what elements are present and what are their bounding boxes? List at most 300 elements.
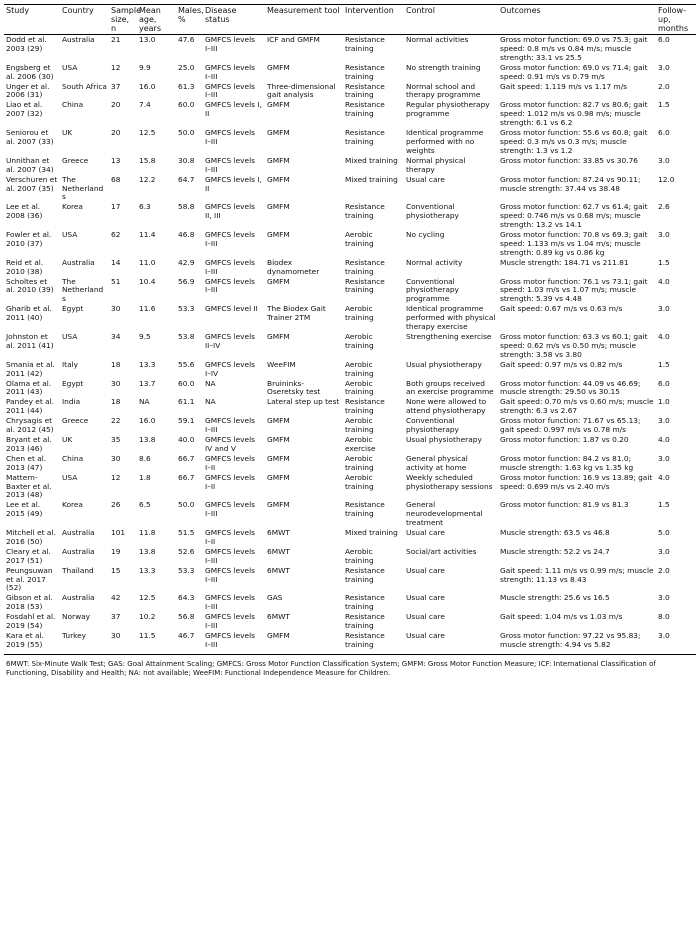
cell-study: Fosdahl et al. 2019 (54) [6,612,56,631]
cell-control: Usual care [406,565,445,575]
cell-intervention: Resistance training [343,631,404,654]
cell-males: 53.3 [178,565,195,575]
cell-disease-status: GMFCS levels I–III [205,81,255,100]
cell-measurement-tool: WeeFIM [267,359,296,369]
cell-follow-up: 3.0 [658,62,670,72]
header-control: Control [404,5,498,35]
cell-outcomes: Gross motor function: 69.0 vs 71.4; gait speed: 0.91 m/s vs 0.79 m/s [500,62,648,81]
cell-sample-size: 14 [111,257,121,267]
cell-males: 53.3 [178,304,195,314]
cell-intervention: Aerobic training [345,359,374,378]
table-row [4,128,696,156]
cell-intervention: Resistance training [345,565,385,584]
cell-study: Engsberg et al. 2006 (30) [6,62,54,81]
table-row [4,332,696,360]
cell-outcomes: Gait speed: 1.11 m/s vs 0.99 m/s; muscle strength: 11.13 vs 8.43 [500,565,654,584]
cell-control: Both groups received an exercise programme [406,378,494,397]
cell-control: Social/art activities [406,546,477,556]
cell-sample-size: 62 [111,230,121,240]
cell-disease-status: GMFCS levels II–IV [205,332,255,350]
cell-mean-age: 1.8 [139,472,151,482]
cell-mean-age: 10.2 [139,612,156,622]
cell-country: Italy [62,359,79,369]
cell-disease-status: GMFCS levels I–III [205,612,255,631]
cell-males: 51.5 [178,528,195,538]
cell-measurement-tool: GMFM [267,100,290,110]
cell-control: Normal physical therapy [406,155,466,174]
cell-study: Unger et al. 2006 (31) [6,81,50,100]
cell-sample-size: 12 [111,472,121,482]
cell-measurement-tool: GMFM [267,472,290,482]
cell-outcomes: Gait speed: 0.70 m/s vs 0.60 m/s; muscle strength: 6.3 vs 2.67 [500,397,654,416]
header-males: Males, % [176,5,203,35]
cell-measurement-tool: GMFM [267,202,290,212]
cell-study: Lee et al. 2008 (36) [6,202,43,221]
cell-study: Johnston et al. 2011 (41) [6,332,54,350]
cell-measurement-tool: GMFM [267,332,290,341]
cell-study: Dodd et al. 2003 (29) [6,35,47,53]
cell-measurement-tool: Lateral step up test [267,397,340,407]
cell-disease-status: GMFCS levels I–III [205,565,255,584]
header-disease-status: Disease status [203,5,265,35]
cell-control: None were allowed to attend physiotherapy [406,397,487,416]
cell-disease-status: GMFCS levels I, II [205,100,262,119]
cell-control: Conventional physiotherapy [406,416,459,435]
cell-measurement-tool: Three-dimensional gait analysis [267,81,336,100]
cell-study: Bryant et al. 2013 (46) [6,434,52,453]
cell-sample-size: 30 [111,378,121,388]
cell-intervention: Aerobic training [345,304,374,323]
cell-measurement-tool: GMFM [267,434,290,444]
cell-follow-up: 3.0 [658,230,670,240]
cell-control: Usual physiotherapy [406,359,482,369]
cell-mean-age: NA [139,397,150,407]
cell-study: Olama et al. 2011 (43) [6,378,52,397]
cell-disease-status: GMFCS levels I–III [205,416,255,435]
cell-intervention: Aerobic training [345,378,374,397]
cell-country: UK [62,434,73,444]
table-row [4,435,696,454]
cell-follow-up: 1.0 [658,397,670,407]
cell-follow-up: 3.0 [658,593,670,603]
cell-outcomes: Gross motor function: 16.9 vs 13.89; gait speed: 0.699 m/s vs 2.40 m/s [500,472,653,491]
cell-follow-up: 3.0 [658,416,670,426]
cell-mean-age: 9.5 [139,332,151,341]
cell-sample-size: 20 [111,100,121,110]
cell-sample-size: 13 [111,155,121,165]
cell-outcomes: Gait speed: 1.119 m/s vs 1.17 m/s [500,81,628,91]
table-row [4,528,696,547]
cell-males: 46.7 [176,631,203,654]
cell-males: 60.0 [178,378,195,388]
cell-disease-status: GMFCS levels I–III [205,155,255,174]
study-characteristics-table [4,4,696,655]
cell-mean-age: 13.8 [139,546,156,556]
cell-study: Liao et al. 2007 (32) [6,100,43,119]
cell-study: Pandey et al. 2011 (44) [6,397,55,416]
cell-control: Strengthening exercise [406,332,492,341]
cell-intervention: Mixed training [345,155,398,165]
cell-sample-size: 15 [111,565,121,575]
cell-males: 64.7 [178,174,195,184]
cell-sample-size: 42 [111,593,121,603]
table-row [4,360,696,379]
cell-sample-size: 19 [111,546,121,556]
cell-follow-up: 6.0 [658,35,670,44]
cell-sample-size: 21 [111,35,121,44]
cell-study: Mitchell et al. 2016 (50) [6,528,56,546]
cell-intervention: Aerobic training [345,332,374,350]
cell-study: Gibson et al. 2018 (53) [6,593,53,612]
cell-control: General neurodevelopmental treatment [406,500,483,528]
header-measurement-tool: Measurement tool [265,5,343,35]
cell-outcomes: Gross motor function: 69.0 vs 75.3; gait speed: 0.8 m/s vs 0.84 m/s; muscle strength: 33.1 vs 25.5 [500,35,648,62]
cell-intervention: Resistance training [345,62,385,81]
header-mean-age: Mean age, years [137,5,176,35]
table-row [4,547,696,566]
cell-country: UK [62,128,73,138]
cell-study: Mattern-Baxter et al. 2013 (48) [6,472,52,500]
cell-males: 46.8 [178,230,195,240]
cell-control: Usual care [406,174,445,184]
cell-mean-age: 13.3 [139,565,156,575]
cell-mean-age: 11.6 [139,304,156,314]
cell-sample-size: 37 [111,612,121,622]
cell-follow-up: 3.0 [658,304,670,314]
cell-mean-age: 16.0 [139,416,156,426]
cell-sample-size: 35 [111,434,121,444]
cell-intervention: Mixed training [345,174,398,184]
table-row [4,230,696,258]
cell-country: Greece [62,416,89,426]
cell-country: USA [62,472,78,482]
cell-outcomes: Muscle strength: 184.71 vs 211.81 [500,257,629,267]
cell-sample-size: 68 [111,174,121,184]
cell-follow-up: 3.0 [656,631,696,654]
cell-country: Norway [62,612,91,622]
cell-country: Australia [62,257,95,267]
cell-sample-size: 26 [111,500,121,510]
cell-males: 53.8 [178,332,195,341]
cell-control: Normal school and therapy programme [406,81,481,100]
cell-sample-size: 101 [111,528,126,538]
cell-follow-up: 4.0 [658,276,670,286]
cell-males: 66.7 [178,472,195,482]
cell-intervention: Resistance training [345,100,385,119]
table-row [4,454,696,473]
cell-measurement-tool: GMFM [267,276,290,286]
cell-intervention: Resistance training [345,593,385,612]
cell-follow-up: 1.5 [658,500,670,510]
cell-follow-up: 6.0 [658,128,670,138]
cell-study: Unnithan et al. 2007 (34) [6,155,54,174]
cell-outcomes: Gross motor function: 84.2 vs 81.0; muscle strength: 1.63 kg vs 1.35 kg [500,453,634,472]
cell-disease-status: GMFCS levels I–IV [205,359,255,378]
cell-control: No cycling [406,230,445,240]
cell-outcomes: Gross motor function: 1.87 vs 0.20 [500,434,629,444]
cell-disease-status: GMFCS levels IV and V [205,434,255,453]
cell-measurement-tool: GMFM [267,174,290,184]
cell-measurement-tool: ICF and GMFM [267,35,320,44]
cell-study: Cleary et al. 2017 (51) [6,546,51,565]
cell-disease-status: NA [205,397,216,407]
cell-control: Normal activities [406,35,469,44]
cell-country: Australia [62,528,95,538]
cell-sample-size: 37 [111,81,121,91]
header-study: Study [4,5,60,35]
cell-intervention: Resistance training [345,397,385,416]
cell-outcomes: Gross motor function: 76.1 vs 73.1; gait speed: 1.03 m/s vs 1.07 m/s; muscle strength: 5.39 vs 4.48 [500,276,648,304]
cell-outcomes: Gross motor function: 97.22 vs 95.83; muscle strength: 4.94 vs 5.82 [498,631,656,654]
cell-follow-up: 6.0 [658,378,670,388]
cell-outcomes: Gait speed: 0.67 m/s vs 0.63 m/s [500,304,623,314]
cell-sample-size: 30 [109,631,137,654]
cell-measurement-tool: GMFM [267,416,290,426]
cell-control: Identical programme performed with no weights [406,128,484,155]
cell-measurement-tool: GMFM [267,62,290,72]
cell-mean-age: 12.2 [139,174,156,184]
cell-males: 64.3 [178,593,195,603]
table-row [4,379,696,398]
cell-males: 52.6 [178,546,195,556]
cell-mean-age: 16.0 [139,81,156,91]
cell-mean-age: 13.8 [139,434,156,444]
cell-males: 56.9 [178,276,195,286]
header-country: Country [60,5,109,35]
cell-sample-size: 22 [111,416,121,426]
cell-study: Smania et al. 2011 (42) [6,359,55,378]
table-row [4,258,696,277]
cell-country: Korea [62,202,83,212]
cell-outcomes: Muscle strength: 25.6 vs 16.5 [500,593,610,603]
cell-disease-status: GMFCS levels I–III [205,276,255,295]
cell-mean-age: 13.7 [139,378,156,388]
cell-country: Egypt [62,378,84,388]
cell-intervention: Resistance training [345,202,385,221]
cell-mean-age: 15.8 [139,155,156,165]
cell-country: Egypt [62,304,84,314]
cell-country: USA [62,332,78,341]
cell-disease-status: GMFCS levels I–III [205,62,255,81]
cell-sample-size: 12 [111,62,121,72]
cell-mean-age: 9.9 [139,62,151,72]
cell-country: The Netherlands [62,174,104,202]
cell-follow-up: 8.0 [658,612,670,622]
cell-country: Australia [62,35,95,44]
cell-country: The Netherlands [62,276,104,304]
table-row [4,156,696,175]
cell-mean-age: 10.4 [139,276,156,286]
table-row [4,500,696,528]
cell-sample-size: 30 [111,304,121,314]
cell-disease-status: GMFCS levels I–III [205,257,255,276]
cell-country: South Africa [62,81,107,91]
cell-males: 47.6 [178,35,195,44]
cell-follow-up: 3.0 [658,155,670,165]
cell-mean-age: 13.0 [139,35,156,44]
cell-follow-up: 4.0 [658,332,670,341]
cell-control: Weekly scheduled physiotherapy sessions [406,472,493,491]
cell-measurement-tool: Biodex dynamometer [267,257,320,276]
cell-males: 58.8 [178,202,195,212]
cell-mean-age: 6.5 [139,500,151,510]
cell-disease-status: GMFCS levels I, II [205,174,262,193]
cell-study: Verschuren et al. 2007 (35) [6,174,58,193]
cell-follow-up: 1.5 [658,100,670,110]
cell-control: Usual care [404,631,498,654]
cell-mean-age: 11.0 [139,257,156,267]
cell-males: 30.8 [178,155,195,165]
cell-disease-status: GMFCS levels I–II [205,528,255,546]
cell-measurement-tool: GMFM [267,453,290,463]
cell-control: Usual care [406,593,445,603]
cell-control: Usual physiotherapy [406,434,482,444]
cell-follow-up: 3.0 [658,453,670,463]
table-row [4,304,696,332]
cell-country: USA [62,62,78,72]
cell-control: Regular physiotherapy programme [406,100,490,119]
cell-country: Australia [62,546,95,556]
cell-outcomes: Muscle strength: 52.2 vs 24.7 [500,546,610,556]
cell-males: 50.0 [178,500,195,510]
cell-intervention: Aerobic training [345,416,374,435]
cell-follow-up: 4.0 [658,434,670,444]
cell-study: Fowler et al. 2010 (37) [6,230,52,248]
cell-disease-status: GMFCS levels I–III [203,631,265,654]
cell-control: Conventional physiotherapy programme [406,276,459,304]
cell-intervention: Aerobic training [345,472,374,491]
cell-country: India [62,397,81,407]
cell-outcomes: Gross motor function: 70.8 vs 69.3; gait speed: 1.133 m/s vs 1.04 m/s; muscle strength: 0.89 kg vs 0.86 kg [500,230,648,257]
cell-measurement-tool: GMFM [267,128,290,138]
cell-disease-status: GMFCS levels II, III [205,202,255,221]
cell-males: 56.8 [178,612,195,622]
cell-disease-status: GMFCS levels I–III [205,593,255,612]
cell-country: China [62,453,84,463]
cell-males: 60.0 [178,100,195,110]
cell-control: General physical activity at home [406,453,468,472]
cell-males: 61.1 [178,397,195,407]
cell-males: 42.9 [178,257,195,267]
cell-disease-status: GMFCS levels I–III [205,35,255,53]
cell-control: Normal activity [406,257,463,267]
cell-follow-up: 5.0 [658,528,670,538]
cell-intervention: Aerobic training [345,230,374,248]
cell-country: Turkey [60,631,109,654]
cell-intervention: Resistance training [345,128,385,146]
cell-measurement-tool: GMFM [267,500,290,510]
cell-control: Usual care [406,528,445,538]
cell-mean-age: 12.5 [139,593,156,603]
cell-outcomes: Gait speed: 1.04 m/s vs 1.03 m/s [500,612,623,622]
cell-outcomes: Muscle strength: 63.5 vs 46.8 [500,528,610,538]
cell-control: No strength training [406,62,481,72]
table-row [4,612,696,631]
cell-country: Korea [62,500,83,510]
cell-sample-size: 34 [111,332,121,341]
cell-outcomes: Gross motor function: 62.7 vs 61.4; gait speed: 0.746 m/s vs 0.68 m/s; muscle strength: 13.2 vs 14.1 [500,202,648,230]
header-intervention: Intervention [343,5,404,35]
table-row [4,416,696,435]
cell-sample-size: 18 [111,359,121,369]
cell-outcomes: Gross motor function: 63.3 vs 60.1; gait speed: 0.62 m/s vs 0.50 m/s; muscle strength: 3.58 vs 3.80 [500,332,648,359]
cell-males: 40.0 [178,434,195,444]
table-row [4,63,696,82]
cell-study: Chen et al. 2013 (47) [6,453,47,472]
cell-study: Reid et al. 2010 (38) [6,257,44,276]
cell-outcomes: Gross motor function: 33.85 vs 30.76 [500,155,638,165]
cell-disease-status: GMFCS level II [205,304,258,314]
cell-sample-size: 51 [111,276,121,286]
cell-males: 59.1 [178,416,195,426]
cell-control: Usual care [406,612,445,622]
header-outcomes: Outcomes [498,5,656,35]
cell-outcomes: Gross motor function: 87.24 vs 90.11; muscle strength: 37.44 vs 38.48 [500,174,641,193]
cell-mean-age: 11.8 [139,528,156,538]
table-row [4,277,696,305]
cell-mean-age: 7.4 [139,100,151,110]
cell-measurement-tool: GMFM [267,230,290,240]
cell-intervention: Aerobic exercise [345,434,376,453]
cell-disease-status: GMFCS levels I–III [205,230,255,248]
table-row [4,100,696,128]
cell-disease-status: GMFCS levels I–II [205,472,255,491]
cell-intervention: Resistance training [345,35,385,53]
cell-study: Gharib et al. 2011 (40) [6,304,52,323]
table-row [4,202,696,230]
cell-outcomes: Gross motor function: 81.9 vs 81.3 [500,500,629,510]
cell-measurement-tool: GMFM [267,155,290,165]
cell-study: Scholtes et al. 2010 (39) [6,276,54,295]
table-body [4,35,696,655]
cell-intervention: Resistance training [345,612,385,631]
table-row [4,593,696,612]
cell-intervention: Mixed training [345,528,398,538]
cell-disease-status: GMFCS levels I–III [205,546,255,565]
cell-males: 50.0 [178,128,195,138]
cell-measurement-tool: The Biodex Gait Trainer 2TM [267,304,326,323]
cell-mean-age: 6.3 [139,202,151,212]
cell-males: 61.3 [178,81,195,91]
table-header-row [4,5,696,35]
cell-sample-size: 20 [111,128,121,138]
cell-intervention: Resistance training [345,276,385,295]
cell-measurement-tool: 6MWT [267,546,290,556]
cell-measurement-tool: 6MWT [267,612,290,622]
cell-measurement-tool: Bruininks-Oseretsky test [267,378,321,397]
cell-study: Peungsuwan et al. 2017 (52) [6,565,53,593]
cell-country: Australia [62,593,95,603]
cell-intervention: Aerobic training [345,546,374,565]
cell-measurement-tool: 6MWT [267,528,290,538]
cell-mean-age: 11.5 [137,631,176,654]
table-row [4,631,696,654]
cell-males: 66.7 [178,453,195,463]
cell-study: Chrysagis et al. 2012 (45) [6,416,54,435]
cell-males: 55.6 [178,359,195,369]
cell-follow-up: 2.0 [658,565,670,575]
cell-males: 25.0 [178,62,195,72]
cell-disease-status: GMFCS levels I–II [205,453,255,472]
table-footnote: 6MWT: Six-Minute Walk Test; GAS: Goal Attainment Scaling; GMFCS: Gross Motor Function Classification System; GMFM: Gross Motor Function Measure; ICF: International Classification of Functioning, Disability and Health; NA: not available; WeeFIM: Functional Independence Measure for Children. [6,659,656,677]
cell-sample-size: 30 [111,453,121,463]
cell-control: Conventional physiotherapy [406,202,459,221]
cell-outcomes: Gait speed: 0.97 m/s vs 0.82 m/s [500,359,623,369]
table-row [4,473,696,501]
cell-outcomes: Gross motor function: 71.67 vs 65.13; gait speed: 0.997 m/s vs 0.78 m/s [500,416,641,435]
cell-measurement-tool: 6MWT [267,565,290,575]
cell-measurement-tool: GMFM [265,631,343,654]
